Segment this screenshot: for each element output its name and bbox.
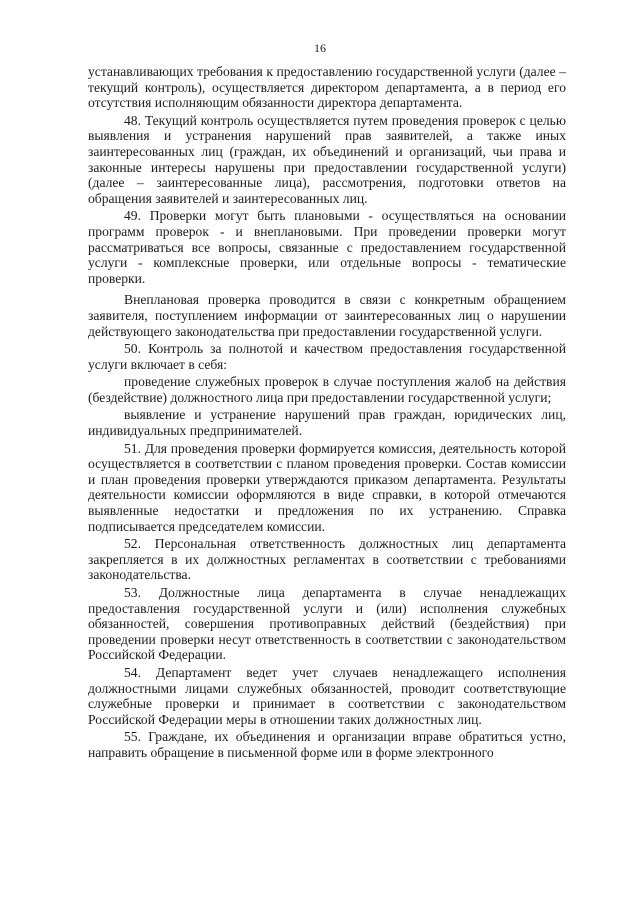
paragraph-54: 54. Департамент ведет учет случаев ненадлежащего исполнения должностными лицами служебных обязанностей, проводит соответствующие служебные проверки и принимает в соответствии с законодательством Российской Федерации меры в отношении таких должностных лиц. <box>88 664 566 727</box>
paragraph-unplanned-inspection: Внеплановая проверка проводится в связи с конкретным обращением заявителя, поступлением информации от заинтересованных лиц о нарушении действующего законодательства при предоставлении государственной услуги. <box>88 292 566 339</box>
paragraph-52: 52. Персональная ответственность должностных лиц департамента закрепляется в их должностных регламентах в соответствии с требованиями законодательства. <box>88 536 566 583</box>
paragraph-53: 53. Должностные лица департамента в случае ненадлежащих предоставления государственной услуги и (или) исполнения служебных обязанностей, совершения противоправных действий (бездействия) при проведении проверки несут ответственность в соответствии с законодательством Российской Федерации. <box>88 585 566 663</box>
paragraph-49: 49. Проверки могут быть плановыми - осуществляться на основании программ проверок - и внеплановыми. При проведении проверки могут рассматриваться все вопросы, связанные с предоставлением государственной услуги - комплексные проверки, или отдельные вопросы - тематические проверки. <box>88 208 566 286</box>
paragraph-50-item-1: проведение служебных проверок в случае поступления жалоб на действия (бездействие) должностного лица при предоставлении государственной услуги; <box>88 374 566 405</box>
page-number: 16 <box>314 41 326 55</box>
paragraph-51: 51. Для проведения проверки формируется комиссия, деятельность которой осуществляется в соответствии с планом проведения проверки. Состав комиссии и план проведения проверки утверждаются приказом департамента. Результаты деятельности комиссии оформляются в виде справки, в которой отмечаются выявленные недостатки и предложения по их устранению. Справка подписывается председателем комиссии. <box>88 440 566 534</box>
document-body <box>88 64 566 763</box>
paragraph-continuation: устанавливающих требования к предоставлению государственной услуги (далее – текущий контроль), осуществляется директором департамента, а в период его отсутствия исполняющим обязанности директора департамента. <box>88 64 566 111</box>
paragraph-50: 50. Контроль за полнотой и качеством предоставления государственной услуги включает в себя: <box>88 341 566 372</box>
paragraph-55: 55. Граждане, их объединения и организации вправе обратиться устно, направить обращение в письменной форме или в форме электронного <box>88 729 566 760</box>
paragraph-48: 48. Текущий контроль осуществляется путем проведения проверок с целью выявления и устранения нарушений прав заявителей, а также иных заинтересованных лиц (граждан, их объединений и организаций, чьи права и законные интересы нарушены при предоставлении государственной услуги) (далее – заинтересованные лица), рассмотрения, подготовки ответов на обращения заявителей и заинтересованных лиц. <box>88 112 566 206</box>
paragraph-50-item-2: выявление и устранение нарушений прав граждан, юридических лиц, индивидуальных предпринимателей. <box>88 407 566 439</box>
